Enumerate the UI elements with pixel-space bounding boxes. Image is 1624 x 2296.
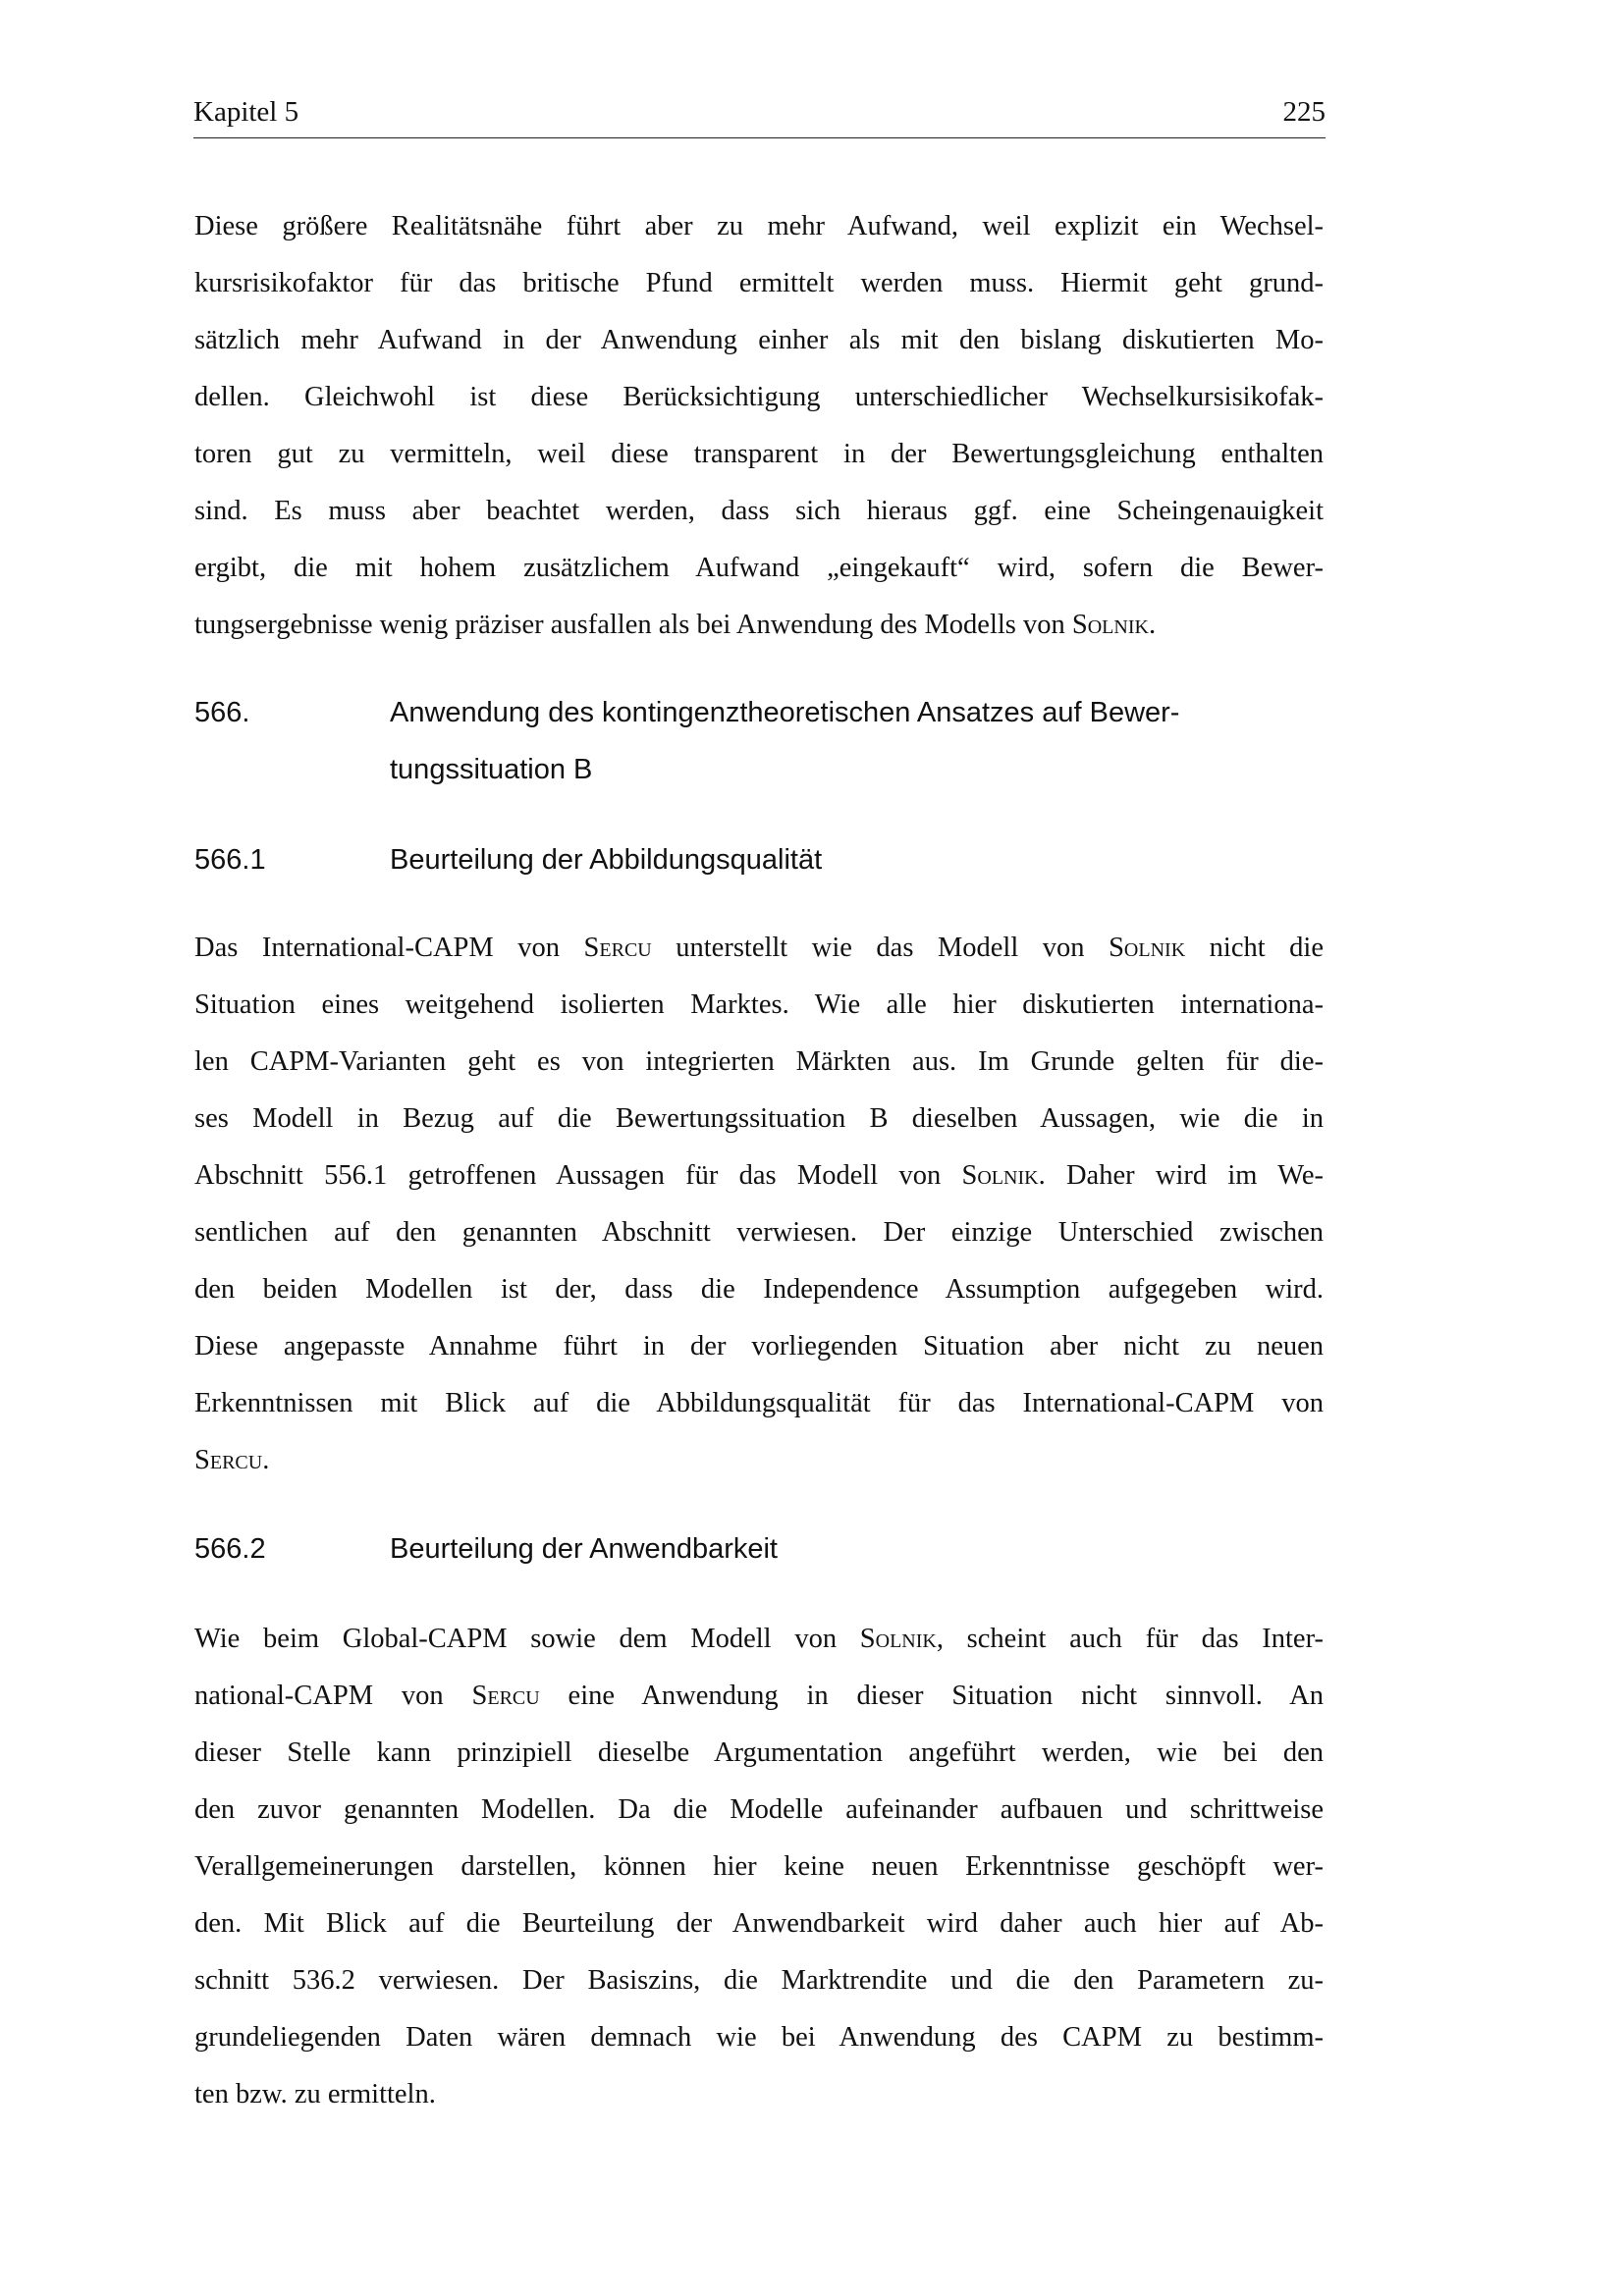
author-name: Solnik <box>859 1624 937 1654</box>
author-name: Solnik <box>1109 933 1186 963</box>
text-segment: sind. Es muss aber beachtet werden, dass sich hieraus ggf. eine Scheingenauigkeit <box>194 496 1324 526</box>
section-title <box>390 693 1323 807</box>
section-number: 566.1 <box>194 844 266 876</box>
text-segment: sätzlich mehr Aufwand in der Anwendung einher als mit den bislang diskutierten Mo- <box>194 325 1324 355</box>
text-segment: Abschnitt 556.1 getroffenen Aussagen für das Modell von <box>194 1160 962 1191</box>
paragraph <box>194 929 1324 1498</box>
text-segment: Verallgemeinerungen darstellen, können hier keine neuen Erkenntnisse geschöpft wer- <box>194 1851 1324 1882</box>
text-line <box>194 1384 1324 1441</box>
text-line <box>194 549 1324 606</box>
text-line <box>194 2018 1324 2075</box>
section-number: 566.2 <box>194 1533 266 1565</box>
text-segment: Diese angepasste Annahme führt in der vorliegenden Situation aber nicht zu neuen <box>194 1331 1324 1362</box>
text-segment: nicht die <box>1185 933 1324 963</box>
text-line <box>194 1620 1324 1677</box>
text-line <box>194 435 1324 492</box>
text-line <box>194 606 1324 663</box>
text-segment: unterstellt wie das Modell von <box>651 933 1110 963</box>
text-line <box>194 1677 1324 1734</box>
author-name: Sercu <box>194 1445 263 1475</box>
section-number: 566. <box>194 697 250 728</box>
text-line <box>194 1327 1324 1384</box>
text-segment: grundeliegenden Daten wären demnach wie bei Anwendung des CAPM zu bestimm- <box>194 2022 1324 2053</box>
text-segment: , scheint auch für das Inter- <box>936 1624 1324 1654</box>
author-name: Solnik <box>1071 610 1149 640</box>
text-line <box>194 1441 1324 1498</box>
text-line <box>194 1961 1324 2018</box>
text-segment: toren gut zu vermitteln, weil diese transparent in der Bewertungsgleichung enthalten <box>194 439 1324 469</box>
text-segment: . Daher wird im We- <box>1038 1160 1324 1191</box>
text-line <box>194 492 1324 549</box>
text-segment: den beiden Modellen ist der, dass die Independence Assumption aufgegeben wird. <box>194 1274 1324 1305</box>
running-header <box>193 96 1326 138</box>
text-segment: eine Anwendung in dieser Situation nicht sinnvoll. An <box>539 1681 1324 1711</box>
text-segment: schnitt 536.2 verwiesen. Der Basiszins, die Marktrendite und die den Parametern zu- <box>194 1965 1324 1996</box>
text-segment: tungsergebnisse wenig präziser ausfallen als bei Anwendung des Modells von <box>194 610 1072 640</box>
text-segment: Situation eines weitgehend isolierten Marktes. Wie alle hier diskutierten internationa- <box>194 989 1324 1020</box>
text-segment: Wie beim Global-CAPM sowie dem Modell von <box>194 1624 860 1654</box>
section-title <box>390 840 1323 897</box>
title-line: Anwendung des kontingenztheoretischen Ansatzes auf Bewer- <box>390 697 1180 728</box>
page-number: 225 <box>1282 96 1326 128</box>
text-line <box>194 207 1324 264</box>
text-line <box>194 1904 1324 1961</box>
text-line <box>194 2075 1324 2132</box>
text-segment: den. Mit Blick auf die Beurteilung der Anwendbarkeit wird daher auch hier auf Ab- <box>194 1908 1324 1939</box>
text-line <box>194 1847 1324 1904</box>
paragraph <box>194 1620 1324 2132</box>
author-name: Sercu <box>471 1681 540 1711</box>
author-name: Sercu <box>583 933 652 963</box>
text-segment: dieser Stelle kann prinzipiell dieselbe Argumentation angeführt werden, wie bei den <box>194 1737 1324 1768</box>
section-title <box>390 1529 1323 1586</box>
text-segment: ses Modell in Bezug auf die Bewertungssituation B dieselben Aussagen, wie die in <box>194 1103 1324 1134</box>
text-line <box>194 1042 1324 1099</box>
title-line: Beurteilung der Abbildungsqualität <box>390 844 823 876</box>
text-line <box>194 378 1324 435</box>
text-segment: . <box>262 1445 270 1475</box>
text-line <box>194 1270 1324 1327</box>
author-name: Solnik <box>961 1160 1039 1191</box>
text-segment: Erkenntnissen mit Blick auf die Abbildungsqualität für das International-CAPM von <box>194 1388 1324 1418</box>
text-segment: den zuvor genannten Modellen. Da die Modelle aufeinander aufbauen und schrittweise <box>194 1794 1324 1825</box>
text-segment: dellen. Gleichwohl ist diese Berücksichtigung unterschiedlicher Wechselkursisikofak- <box>194 382 1324 412</box>
text-line <box>194 1790 1324 1847</box>
chapter-label: Kapitel 5 <box>193 96 299 128</box>
text-line <box>194 929 1324 986</box>
text-line <box>194 1156 1324 1213</box>
text-segment: . <box>1148 610 1157 640</box>
title-line: tungssituation B <box>390 754 593 785</box>
text-segment: national-CAPM von <box>194 1681 472 1711</box>
text-segment: ergibt, die mit hohem zusätzlichem Aufwand „eingekauft“ wird, sofern die Bewer- <box>194 553 1324 583</box>
title-line: Beurteilung der Anwendbarkeit <box>390 1533 778 1565</box>
text-segment: sentlichen auf den genannten Abschnitt verwiesen. Der einzige Unterschied zwischen <box>194 1217 1324 1248</box>
text-segment: Diese größere Realitätsnähe führt aber zu mehr Aufwand, weil explizit ein Wechsel- <box>194 211 1324 241</box>
text-segment: ten bzw. zu ermitteln. <box>194 2079 436 2109</box>
text-line <box>194 264 1324 321</box>
paragraph <box>194 207 1324 663</box>
text-line <box>194 986 1324 1042</box>
text-line <box>194 1734 1324 1790</box>
text-segment: Das International-CAPM von <box>194 933 584 963</box>
text-line <box>194 1099 1324 1156</box>
text-segment: kursrisikofaktor für das britische Pfund ermittelt werden muss. Hiermit geht grund- <box>194 268 1324 298</box>
text-line <box>194 321 1324 378</box>
text-segment: len CAPM-Varianten geht es von integrierten Märkten aus. Im Grunde gelten für die- <box>194 1046 1324 1077</box>
text-line <box>194 1213 1324 1270</box>
